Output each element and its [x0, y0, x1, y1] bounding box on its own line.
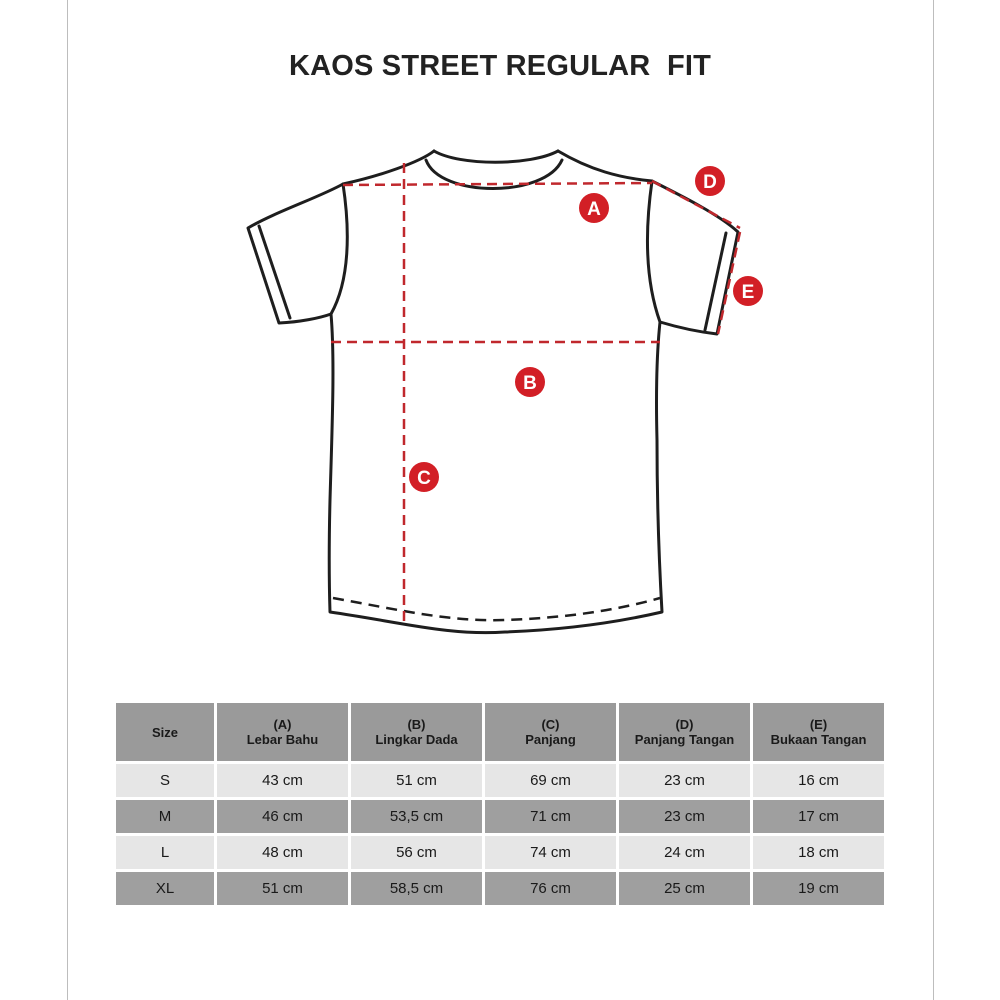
- marker-d: [695, 166, 725, 196]
- marker-c: [409, 462, 439, 492]
- left-sleeve-seam: [331, 184, 347, 314]
- header-panjang: [485, 703, 616, 761]
- cell-size: XL: [116, 872, 214, 905]
- tshirt-outline: [248, 151, 738, 633]
- cell-bukaan-tangan: 16 cm: [753, 764, 884, 797]
- header-panjang-tangan: [619, 703, 750, 761]
- cell-lebar-bahu: 46 cm: [217, 800, 348, 833]
- table-header-row: [116, 703, 884, 761]
- marker-e: [733, 276, 763, 306]
- cell-panjang: 76 cm: [485, 872, 616, 905]
- header-label: Panjang: [525, 732, 576, 747]
- cell-lingkar-dada: 51 cm: [351, 764, 482, 797]
- hem-stitch: [333, 598, 660, 620]
- cell-panjang-tangan: 23 cm: [619, 764, 750, 797]
- header-label: Bukaan Tangan: [770, 732, 867, 747]
- cell-lebar-bahu: 51 cm: [217, 872, 348, 905]
- measure-line-a: [343, 183, 652, 185]
- table-row: [116, 800, 884, 833]
- cell-bukaan-tangan: 19 cm: [753, 872, 884, 905]
- svg-text:D: D: [703, 172, 717, 193]
- cell-lingkar-dada: 53,5 cm: [351, 800, 482, 833]
- header-code: (D): [675, 717, 694, 732]
- marker-a: [579, 193, 609, 223]
- right-sleeve-seam: [647, 181, 660, 322]
- header-code: (C): [541, 717, 560, 732]
- header-code: (E): [809, 717, 828, 732]
- cell-panjang: 71 cm: [485, 800, 616, 833]
- cell-bukaan-tangan: 17 cm: [753, 800, 884, 833]
- size-table: [113, 700, 887, 908]
- cell-panjang-tangan: 23 cm: [619, 800, 750, 833]
- cell-panjang-tangan: 25 cm: [619, 872, 750, 905]
- header-size: [116, 703, 214, 761]
- header-label: Panjang Tangan: [634, 732, 735, 747]
- header-label: Lingkar Dada: [375, 732, 458, 747]
- svg-text:B: B: [523, 373, 537, 394]
- page-title: KAOS STREET REGULAR FIT: [288, 50, 712, 82]
- cell-bukaan-tangan: 18 cm: [753, 836, 884, 869]
- cell-panjang: 69 cm: [485, 764, 616, 797]
- svg-text:C: C: [417, 468, 431, 489]
- header-label: Lebar Bahu: [246, 732, 319, 747]
- header-code: (B): [407, 717, 426, 732]
- svg-text:E: E: [741, 282, 755, 303]
- table-row: [116, 872, 884, 905]
- cell-size: L: [116, 836, 214, 869]
- cell-lingkar-dada: 56 cm: [351, 836, 482, 869]
- header-lebar-bahu: [217, 703, 348, 761]
- cell-panjang-tangan: 24 cm: [619, 836, 750, 869]
- header-lingkar-dada: [351, 703, 482, 761]
- table-row: [116, 764, 884, 797]
- svg-text:A: A: [587, 199, 601, 220]
- cell-size: S: [116, 764, 214, 797]
- collar-outer: [434, 151, 558, 162]
- marker-b: [515, 367, 545, 397]
- cell-lingkar-dada: 58,5 cm: [351, 872, 482, 905]
- header-size-label: Size: [151, 724, 178, 740]
- header-bukaan-tangan: [753, 703, 884, 761]
- cell-size: M: [116, 800, 214, 833]
- cell-lebar-bahu: 48 cm: [217, 836, 348, 869]
- cell-lebar-bahu: 43 cm: [217, 764, 348, 797]
- header-code: (A): [273, 717, 292, 732]
- cell-panjang: 74 cm: [485, 836, 616, 869]
- table-row: [116, 836, 884, 869]
